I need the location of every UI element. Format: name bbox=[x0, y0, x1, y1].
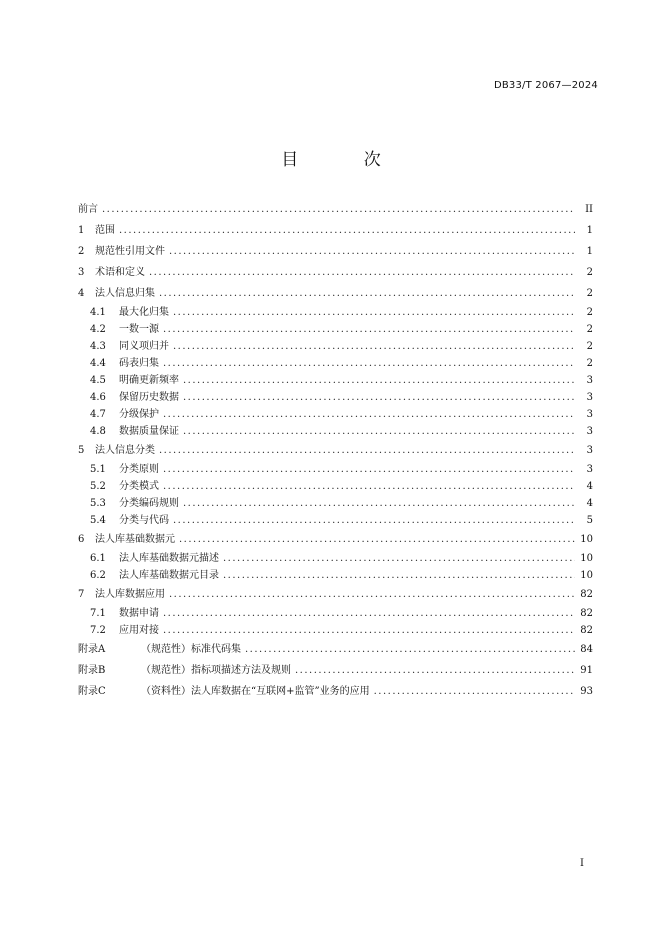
toc-entry-subsection[interactable] bbox=[78, 304, 593, 321]
toc-leader-dots bbox=[183, 495, 575, 512]
toc-leader-dots bbox=[223, 567, 575, 584]
toc-entry-section[interactable] bbox=[78, 241, 593, 262]
toc-entry-label: 应用对接 bbox=[119, 625, 159, 636]
toc-entry-subsection[interactable] bbox=[78, 605, 593, 622]
toc-entry-number: 5.1 bbox=[90, 464, 106, 475]
toc-entry-page: 5 bbox=[586, 515, 593, 526]
toc-leader-dots bbox=[245, 639, 575, 660]
toc-entry-number: 7.2 bbox=[90, 625, 106, 636]
toc-entry-number: 4.6 bbox=[90, 392, 106, 403]
toc-entry-number: 5.2 bbox=[90, 481, 106, 492]
toc-entry-label: 分类编码规则 bbox=[119, 498, 179, 509]
toc-leader-dots bbox=[163, 478, 575, 495]
toc-entry-label: 数据质量保证 bbox=[119, 426, 179, 437]
toc-entry-subsection[interactable] bbox=[78, 495, 593, 512]
toc-entry-page: 3 bbox=[586, 392, 593, 403]
toc-entry-number: 附录C bbox=[78, 686, 106, 697]
toc-leader-dots bbox=[183, 372, 575, 389]
toc-leader-dots bbox=[119, 220, 575, 241]
toc-entry-label: 范围 bbox=[95, 225, 115, 236]
toc-entry-label: 前言 bbox=[78, 204, 98, 215]
toc-entry-page: 3 bbox=[586, 464, 593, 475]
page-title: 目 次 bbox=[281, 150, 411, 170]
toc-entry-section[interactable] bbox=[78, 584, 593, 605]
toc-entry-preface[interactable] bbox=[78, 199, 593, 220]
toc-entry-subsection[interactable] bbox=[78, 372, 593, 389]
toc-entry-page: 4 bbox=[586, 481, 593, 492]
toc-entry-section[interactable] bbox=[78, 220, 593, 241]
toc-entry-label: 法人信息归集 bbox=[95, 288, 155, 299]
toc-entry-section[interactable] bbox=[78, 440, 593, 461]
toc-entry-number: 5 bbox=[78, 445, 85, 456]
toc-entry-section[interactable] bbox=[78, 283, 593, 304]
toc-entry-page: 2 bbox=[586, 307, 593, 318]
toc-entry-number: 附录A bbox=[78, 644, 106, 655]
toc-entry-page: 1 bbox=[586, 225, 593, 236]
toc-entry-label: 数据申请 bbox=[119, 608, 159, 619]
toc-entry-number: 2 bbox=[78, 246, 85, 257]
toc-entry-number: 4.1 bbox=[90, 307, 106, 318]
toc-entry-number: 7.1 bbox=[90, 608, 106, 619]
table-of-contents bbox=[78, 199, 593, 702]
footer-page-number: I bbox=[580, 858, 584, 869]
toc-leader-dots bbox=[374, 681, 575, 702]
toc-leader-dots bbox=[295, 660, 575, 681]
toc-leader-dots bbox=[173, 304, 575, 321]
toc-entry-number: 4.8 bbox=[90, 426, 106, 437]
toc-entry-page: 91 bbox=[580, 665, 593, 676]
toc-leader-dots bbox=[163, 461, 575, 478]
toc-entry-label: 分级保护 bbox=[119, 409, 159, 420]
toc-entry-label: 分类原则 bbox=[119, 464, 159, 475]
toc-entry-tag: （资料性） bbox=[141, 686, 191, 697]
toc-entry-label: 规范性引用文件 bbox=[95, 246, 165, 257]
toc-entry-number: 4 bbox=[78, 288, 85, 299]
toc-entry-number: 4.4 bbox=[90, 358, 106, 369]
toc-entry-subsection[interactable] bbox=[78, 355, 593, 372]
toc-entry-number: 7 bbox=[78, 589, 85, 600]
toc-entry-number: 6.1 bbox=[90, 553, 106, 564]
toc-leader-dots bbox=[163, 321, 575, 338]
toc-entry-number: 4.7 bbox=[90, 409, 106, 420]
toc-entry-page: 10 bbox=[580, 553, 593, 564]
toc-entry-subsection[interactable] bbox=[78, 512, 593, 529]
toc-entry-page: 2 bbox=[586, 288, 593, 299]
toc-leader-dots bbox=[173, 512, 575, 529]
toc-entry-section[interactable] bbox=[78, 262, 593, 283]
toc-entry-page: 2 bbox=[586, 358, 593, 369]
toc-entry-number: 4.2 bbox=[90, 324, 106, 335]
toc-entry-label: 指标项描述方法及规则 bbox=[191, 665, 291, 676]
toc-entry-page: 3 bbox=[586, 409, 593, 420]
toc-entry-appendix[interactable] bbox=[78, 660, 593, 681]
toc-entry-subsection[interactable] bbox=[78, 622, 593, 639]
toc-entry-page: 84 bbox=[580, 644, 593, 655]
toc-entry-tag: （规范性） bbox=[141, 665, 191, 676]
toc-entry-appendix[interactable] bbox=[78, 681, 593, 702]
toc-entry-label: 最大化归集 bbox=[119, 307, 169, 318]
toc-entry-label: 法人库基础数据元目录 bbox=[119, 570, 219, 581]
toc-entry-number: 6 bbox=[78, 534, 85, 545]
toc-entry-page: 3 bbox=[586, 445, 593, 456]
toc-entry-label: 保留历史数据 bbox=[119, 392, 179, 403]
toc-leader-dots bbox=[169, 584, 575, 605]
toc-entry-section[interactable] bbox=[78, 529, 593, 550]
toc-leader-dots bbox=[149, 262, 575, 283]
toc-leader-dots bbox=[163, 355, 575, 372]
toc-entry-page: 3 bbox=[586, 426, 593, 437]
toc-entry-subsection[interactable] bbox=[78, 567, 593, 584]
document-code: DB33/T 2067—2024 bbox=[493, 80, 598, 91]
toc-leader-dots bbox=[163, 406, 575, 423]
toc-entry-page: 10 bbox=[580, 570, 593, 581]
toc-entry-label: 一数一源 bbox=[119, 324, 159, 335]
toc-leader-dots bbox=[173, 338, 575, 355]
toc-entry-page: 4 bbox=[586, 498, 593, 509]
toc-entry-subsection[interactable] bbox=[78, 321, 593, 338]
toc-entry-number: 3 bbox=[78, 267, 85, 278]
toc-entry-number: 5.3 bbox=[90, 498, 106, 509]
toc-leader-dots bbox=[179, 529, 575, 550]
toc-entry-label: 分类模式 bbox=[119, 481, 159, 492]
toc-leader-dots bbox=[102, 199, 575, 220]
toc-entry-number: 6.2 bbox=[90, 570, 106, 581]
toc-entry-label: 法人库数据应用 bbox=[95, 589, 165, 600]
toc-entry-page: 2 bbox=[586, 267, 593, 278]
toc-entry-label: 法人库基础数据元 bbox=[95, 534, 175, 545]
toc-entry-page: II bbox=[585, 204, 593, 215]
toc-leader-dots bbox=[183, 389, 575, 406]
toc-entry-subsection[interactable] bbox=[78, 550, 593, 567]
toc-entry-page: 2 bbox=[586, 341, 593, 352]
toc-entry-tag: （规范性） bbox=[141, 644, 191, 655]
toc-entry-number: 附录B bbox=[78, 665, 106, 676]
toc-entry-page: 82 bbox=[580, 608, 593, 619]
toc-entry-label: 标准代码集 bbox=[191, 644, 241, 655]
toc-entry-label: 法人信息分类 bbox=[95, 445, 155, 456]
toc-entry-appendix[interactable] bbox=[78, 639, 593, 660]
toc-entry-label: 同义项归并 bbox=[119, 341, 169, 352]
toc-entry-label: 术语和定义 bbox=[95, 267, 145, 278]
toc-entry-page: 82 bbox=[580, 589, 593, 600]
toc-leader-dots bbox=[163, 622, 575, 639]
toc-entry-number: 4.5 bbox=[90, 375, 106, 386]
toc-entry-label: 法人库基础数据元描述 bbox=[119, 553, 219, 564]
toc-entry-subsection[interactable] bbox=[78, 461, 593, 478]
toc-entry-label: 明确更新频率 bbox=[119, 375, 179, 386]
toc-entry-subsection[interactable] bbox=[78, 423, 593, 440]
toc-entry-page: 2 bbox=[586, 324, 593, 335]
toc-entry-label: 分类与代码 bbox=[119, 515, 169, 526]
toc-entry-page: 82 bbox=[580, 625, 593, 636]
toc-entry-number: 1 bbox=[78, 225, 85, 236]
toc-leader-dots bbox=[183, 423, 575, 440]
toc-entry-page: 1 bbox=[586, 246, 593, 257]
toc-entry-page: 3 bbox=[586, 375, 593, 386]
toc-entry-number: 5.4 bbox=[90, 515, 106, 526]
toc-entry-subsection[interactable] bbox=[78, 406, 593, 423]
toc-entry-subsection[interactable] bbox=[78, 389, 593, 406]
toc-entry-subsection[interactable] bbox=[78, 478, 593, 495]
toc-leader-dots bbox=[223, 550, 575, 567]
toc-entry-number: 4.3 bbox=[90, 341, 106, 352]
toc-leader-dots bbox=[163, 605, 575, 622]
toc-entry-page: 93 bbox=[580, 686, 593, 697]
toc-entry-subsection[interactable] bbox=[78, 338, 593, 355]
toc-leader-dots bbox=[159, 283, 575, 304]
toc-entry-page: 10 bbox=[580, 534, 593, 545]
toc-leader-dots bbox=[169, 241, 575, 262]
toc-leader-dots bbox=[159, 440, 575, 461]
toc-entry-label: 法人库数据在“互联网+监管”业务的应用 bbox=[191, 686, 370, 697]
toc-entry-label: 码表归集 bbox=[119, 358, 159, 369]
